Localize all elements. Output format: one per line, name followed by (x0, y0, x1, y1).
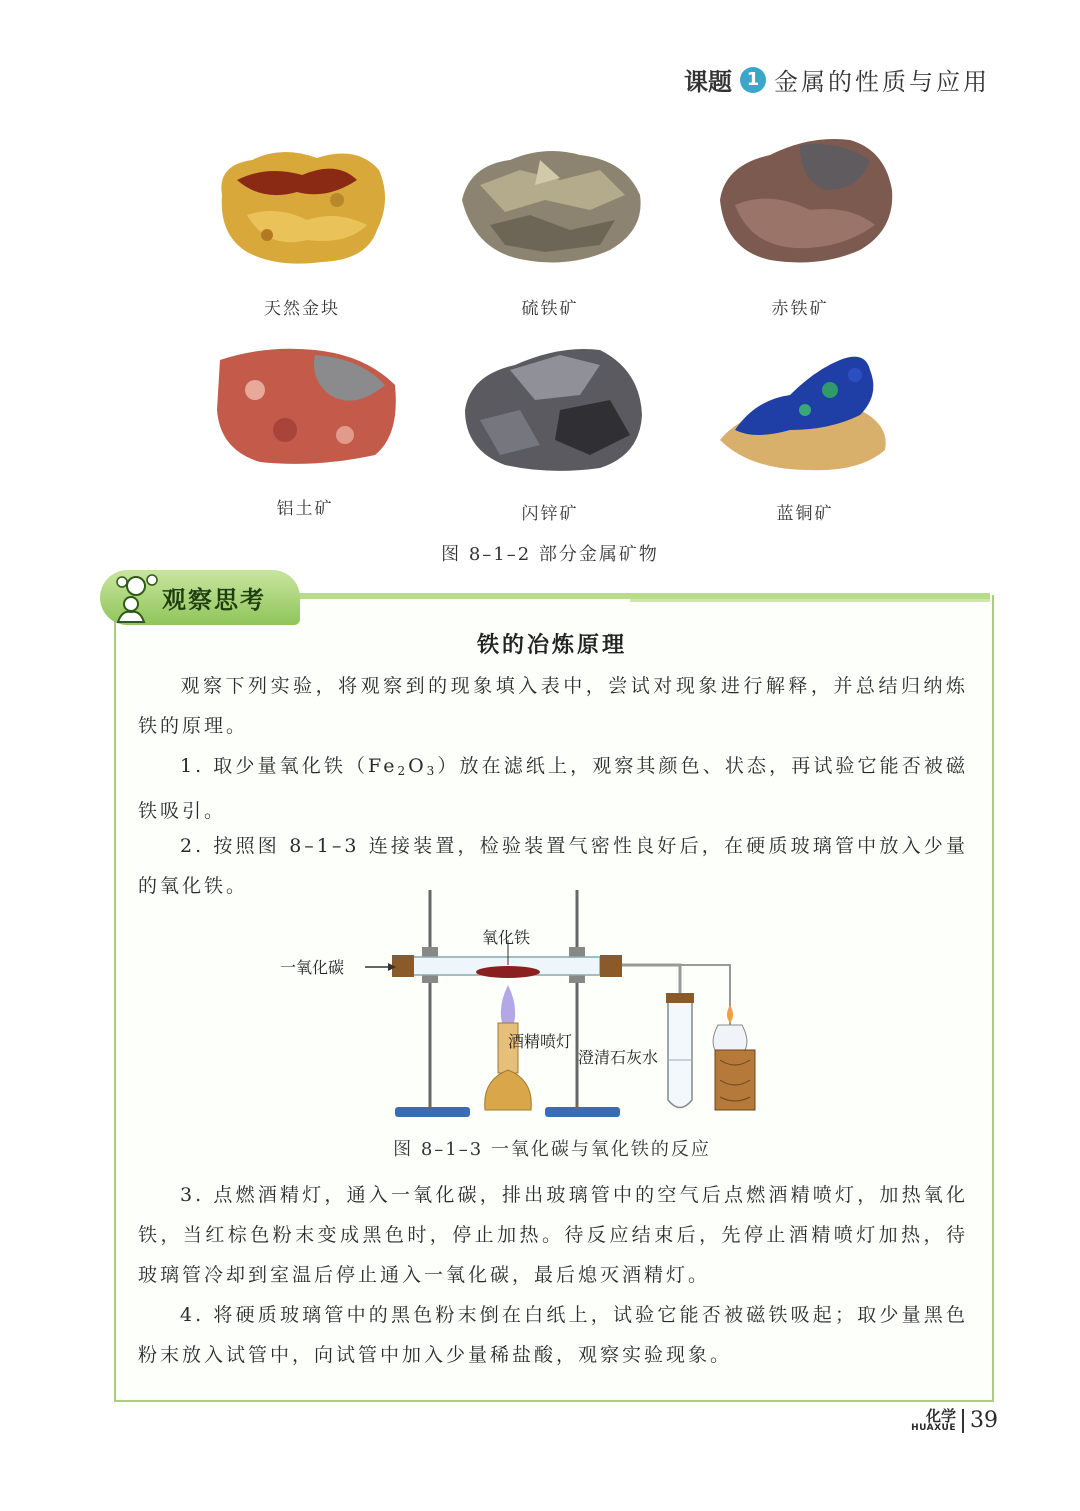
mineral-pyrite (440, 140, 660, 319)
mineral-name: 赤铁矿 (771, 299, 829, 319)
mineral-name: 蓝铜矿 (776, 504, 834, 524)
burner-base (485, 1070, 532, 1110)
mineral-azurite (695, 340, 915, 524)
intro-text: 观察下列实验，将观察到的现象填入表中，尝试对现象进行解释，并总结归纳炼铁的原理。 (138, 675, 968, 737)
step1-paragraph (138, 746, 968, 831)
pyrite-image (450, 140, 650, 270)
stopper-left (392, 955, 414, 977)
test-tube (668, 995, 692, 1108)
step4-text: 4. 将硬质玻璃管中的黑色粉末倒在白纸上，试验它能否被磁铁吸起；取少量黑色粉末放入试管中，向试管中加入少量稀盐酸，观察实验现象。 (138, 1304, 968, 1366)
figure-caption-minerals: 图 8–1–2 部分金属矿物 (441, 544, 659, 565)
step3-paragraph (138, 1175, 968, 1295)
mineral-name: 铝土矿 (276, 499, 334, 519)
lesson-label: 课题 (684, 68, 732, 96)
stand-base-right (545, 1107, 620, 1117)
step4-paragraph (138, 1295, 968, 1375)
subject-mark (911, 1406, 964, 1433)
label-burner: 酒精喷灯 (508, 1032, 573, 1051)
lesson-number-badge: 1 (740, 67, 766, 93)
azurite-image (710, 340, 900, 475)
subject-cn: 化学 (925, 1406, 956, 1425)
formula-subscript: 3 (426, 764, 438, 778)
figure-caption-apparatus: 图 8–1–3 一氧化碳与氧化铁的反应 (393, 1139, 711, 1160)
mineral-sphalerite (440, 340, 660, 524)
step2-text: 2. 按照图 8–1–3 连接装置，检验装置气密性良好后，在硬质玻璃管中放入少量的氧化铁。 (138, 835, 968, 897)
thinking-person-icon (106, 572, 160, 624)
lesson-title: 金属的性质与应用 (774, 68, 990, 96)
hematite-image (700, 130, 900, 270)
flame (501, 985, 515, 1027)
section-title: 铁的冶炼原理 (476, 633, 627, 658)
formula-oxygen: O (408, 755, 427, 777)
stopper-right (600, 955, 622, 977)
stand-base-left (395, 1107, 470, 1117)
mineral-bauxite (195, 340, 415, 519)
observe-tab-label: 观察思考 (162, 586, 266, 614)
gold-nugget-image (207, 140, 397, 270)
intro-paragraph (138, 666, 968, 746)
iron-oxide-powder (476, 966, 540, 978)
mineral-name: 硫铁矿 (521, 299, 579, 319)
mineral-gold-nugget (192, 140, 412, 319)
mineral-name: 天然金块 (264, 299, 340, 319)
mineral-name: 闪锌矿 (521, 504, 579, 524)
observe-box-top-border-accent (630, 599, 990, 602)
label-co: 一氧化碳 (280, 958, 345, 977)
observe-tab (100, 570, 300, 625)
step1-text-a: 1. 取少量氧化铁（Fe (180, 755, 398, 777)
alcohol-lamp (713, 1025, 747, 1050)
mineral-hematite (690, 130, 910, 319)
page-number: 39 (970, 1408, 998, 1433)
label-fe2o3: 氧化铁 (482, 928, 531, 947)
step3-text: 3. 点燃酒精灯，通入一氧化碳，排出玻璃管中的空气后点燃酒精喷灯，加热氧化铁，当红棕色粉末变成黑色时，停止加热。待反应结束后，先停止酒精喷灯加热，待玻璃管冷却到室温后停止通入一氧化碳，最后熄灭酒精灯。 (138, 1184, 968, 1286)
formula-subscript: 2 (397, 764, 409, 778)
bauxite-image (205, 340, 405, 470)
subject-en: HUAXUE (911, 1422, 956, 1433)
step1-text-b: ）放在滤纸上，观察其颜色、状态，再试验它能否被磁铁吸引。 (138, 755, 968, 822)
apparatus-diagram (270, 885, 790, 1125)
page-footer (911, 1408, 998, 1433)
page-header (684, 62, 990, 97)
sphalerite-image (450, 340, 650, 475)
label-limewater: 澄清石灰水 (578, 1048, 659, 1067)
